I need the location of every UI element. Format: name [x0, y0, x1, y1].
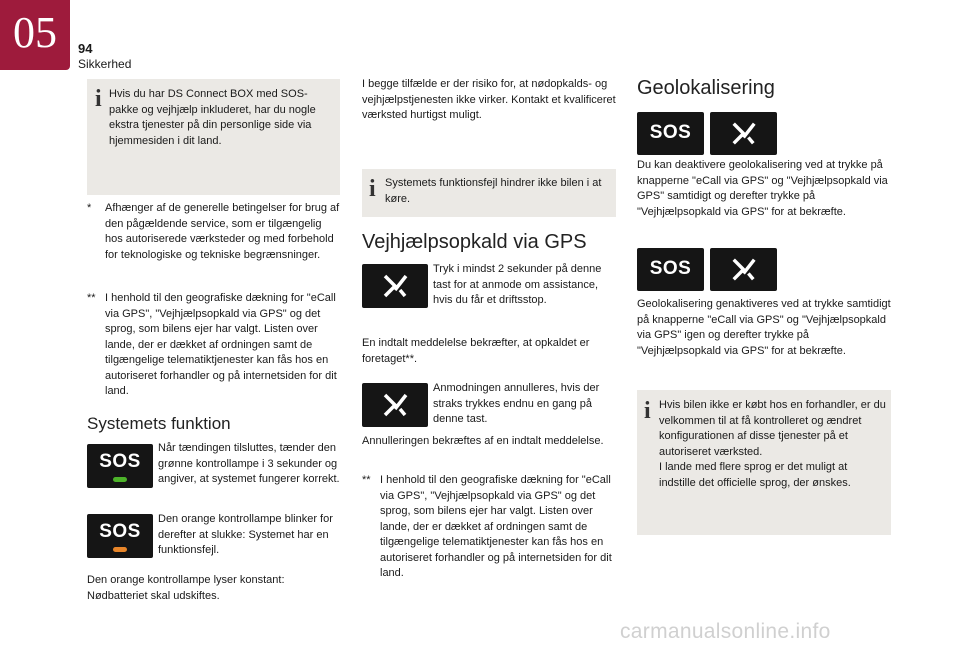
footnote-text: Afhænger af de generelle betingelser for brug af den pågældende service, som er tilgængelig hos autoriserede værksteder og med forbehold for teknologiske og tekniske begrænsninger. [105, 202, 340, 261]
info-text: Systemets funktionsfejl hindrer ikke bilen i at køre. [385, 177, 602, 205]
assistance-button-image-3 [710, 112, 777, 155]
green-indicator-light [113, 477, 127, 482]
reactivate-text: Geolokalisering genaktiveres ved at trykke samtidigt på knapperne "eCall via GPS" og "Vejhjælpsopkald via GPS" igen og derefter trykke på "Vejhjælpsopkald via GPS" for at bekræfte. [637, 298, 891, 357]
sos-orange-text: Den orange kontrollampe blinker for derefter at slukke: Systemet har en funktionsfejl. [158, 513, 333, 556]
sos-label: SOS [649, 122, 692, 143]
info-icon: i [95, 86, 102, 112]
ds-assistance-icon [710, 248, 777, 291]
info-box-ds-connect [87, 79, 340, 195]
sos-label: SOS [99, 451, 141, 472]
section-name: Sikkerhed [78, 57, 132, 71]
ds-assistance-icon [710, 112, 777, 155]
risk-text: I begge tilfælde er der risiko for, at nødopkalds- og vejhjælpstjenesten ikke virker. Kontakt et kvalificeret værksted hurtigst muligt. [362, 78, 616, 121]
assistance-text: Tryk i mindst 2 sekunder på denne tast for at anmode om assistance, hvis du får et driftsstop. [433, 263, 602, 306]
deactivate-text: Du kan deaktivere geolokalisering ved at trykke på knapperne "eCall via GPS" og "Vejhjælpsopkald via GPS" samtidigt og derefter trykke på "Vejhjælpsopkald via GPS" for at bekræfte. [637, 159, 888, 218]
page-number: 94 [78, 41, 93, 56]
sos-button-image-2 [637, 248, 704, 291]
confirm-text: En indtalt meddelelse bekræfter, at opkaldet er foretaget**. [362, 337, 590, 365]
sos-green-text: Når tændingen tilsluttes, tænder den grønne kontrollampe i 3 sekunder og angiver, at systemet fungerer korrekt. [158, 442, 340, 485]
assistance-button-image-4 [710, 248, 777, 291]
orange-indicator-light [113, 547, 127, 552]
assistance-button-image [362, 264, 428, 308]
footnote-mark: ** [362, 474, 371, 486]
sos-button-image-orange [87, 514, 153, 558]
battery-text: Den orange kontrollampe lyser konstant: Nødbatteriet skal udskiftes. [87, 574, 285, 602]
chapter-number: 05 [13, 8, 57, 57]
cancel-confirm-text: Annulleringen bekræftes af en indtalt meddelelse. [362, 435, 604, 447]
sos-button-image-green [87, 444, 153, 488]
heading-vejhjaelpsopkald: Vejhjælpsopkald via GPS [362, 231, 587, 253]
cancel-text: Anmodningen annulleres, hvis der straks trykkes endnu en gang på denne tast. [433, 382, 600, 425]
sos-button-image [637, 112, 704, 155]
sos-label: SOS [99, 521, 141, 542]
footnote-text: I henhold til den geografiske dækning for "eCall via GPS", "Vejhjælpsopkald via GPS" og det sprog, som bilens ejer har valgt. Listen over lande, der er dækket af ordningen samt de tilgængelige telematiktjenester kan fås hos en autoriseret forhandler og på internetsiden for dit land. [380, 474, 612, 579]
sos-label: SOS [649, 258, 692, 279]
info-box-malfunction [362, 169, 616, 217]
ds-assistance-icon [362, 383, 428, 427]
footnote-mark: ** [87, 292, 96, 304]
footnote-text: I henhold til den geografiske dækning for "eCall via GPS", "Vejhjælpsopkald via GPS" og det sprog, som bilens ejer har valgt. Listen over lande, der er dækket af ordningen samt de tilgængelige telematiktjenester kan fås hos en autoriseret forhandler og på internetsiden for dit land. [105, 292, 337, 397]
heading-geolokalisering: Geolokalisering [637, 77, 775, 99]
info-box-configuration [637, 390, 891, 535]
info-text: Hvis du har DS Connect BOX med SOS-pakke og vejhjælp inkluderet, har du nogle ekstra tjenester på din personlige side via hjemmesiden i dit land. [109, 88, 316, 147]
info-text-line-2: I lande med flere sprog er det muligt at indstille det officielle sprog, der ønskes. [659, 461, 851, 489]
assistance-button-image-2 [362, 383, 428, 427]
info-text-line-1: Hvis bilen ikke er købt hos en forhandler, er du velkommen til at få kontrolleret og ændret konfigurationen af disse tjenester på et autoriseret værksted. [659, 399, 886, 458]
info-text-config [659, 398, 887, 491]
footnote-mark: * [87, 202, 92, 214]
info-icon: i [644, 398, 651, 424]
info-icon: i [369, 176, 376, 202]
heading-systemets-funktion: Systemets funktion [87, 414, 231, 433]
ds-assistance-icon [362, 264, 428, 308]
watermark: carmanualsonline.info [620, 620, 831, 643]
